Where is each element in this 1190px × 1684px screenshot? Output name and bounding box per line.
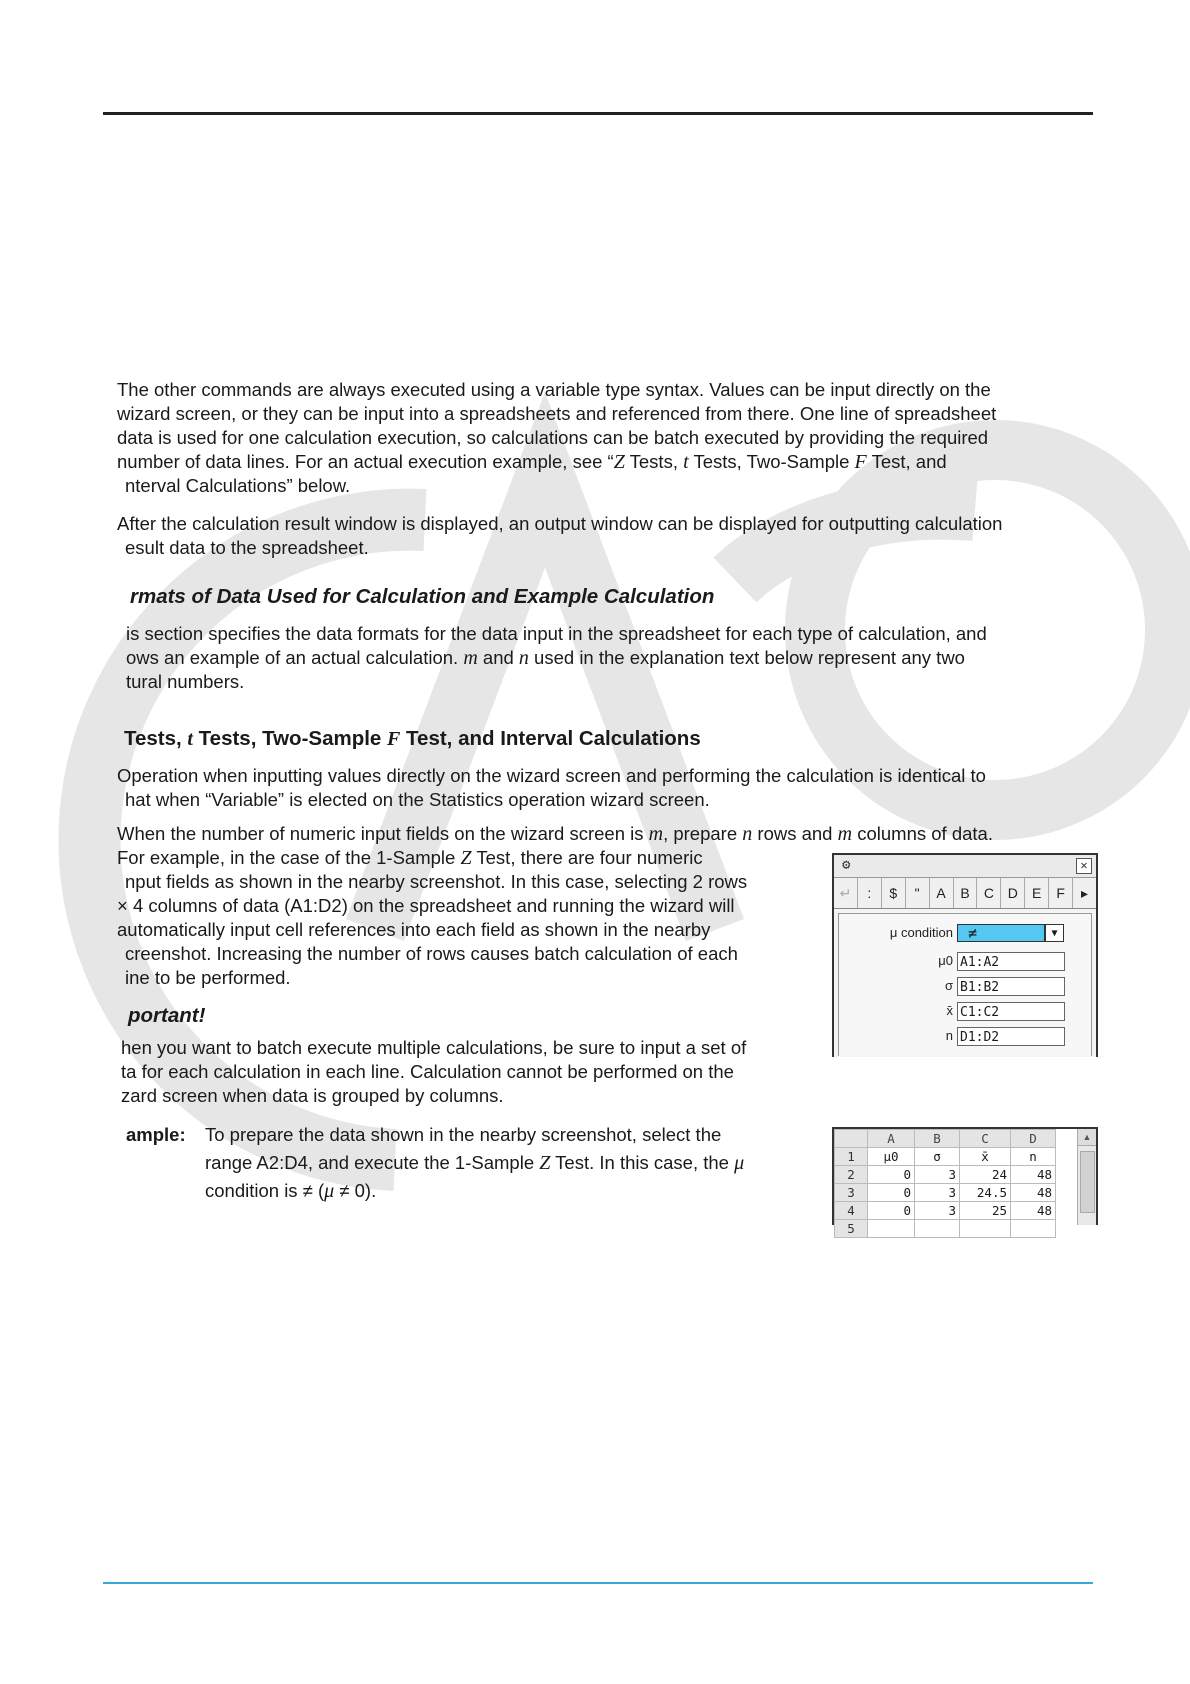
condition-select[interactable]: ≠ (957, 924, 1045, 942)
important-heading: portant! (128, 1004, 206, 1027)
intro-paragraph-1: The other commands are always executed using a variable type syntax. Values can be input directly on the wizard screen, or they can be input into a spreadsheets and referenced from there. One line of spreadsheet data is used for one calculation execution, so calculations can be batch executed by providing the required number of data lines. For an actual execution example, see “Z Tests, t Tests, Two-Sample F Test, and nterval Calculations” below. (117, 379, 997, 496)
cell[interactable]: 25 (960, 1202, 1011, 1220)
wizard-keypad (834, 878, 1096, 909)
footer-rule (103, 1582, 1093, 1584)
xbar-label: x̄ (946, 1003, 953, 1018)
table-row: 1 μ0 σ x̄ n (835, 1148, 1056, 1166)
cell[interactable]: x̄ (960, 1148, 1011, 1166)
cell[interactable]: σ (915, 1148, 960, 1166)
condition-label: μ condition (889, 925, 953, 940)
spreadsheet-grid (834, 1129, 1056, 1238)
section-intro: is section specifies the data formats for the data input in the spreadsheet for each type of calculation, and ows an example of an actual calculation. m and n used in the explanation text below represent any two tural numbers. (126, 623, 987, 692)
key-c[interactable]: C (977, 878, 1001, 908)
column-header[interactable]: A (868, 1130, 915, 1148)
cell[interactable] (868, 1220, 915, 1238)
table-row: 2 0 3 24 48 (835, 1166, 1056, 1184)
key-colon[interactable]: : (858, 878, 882, 908)
section-heading: rmats of Data Used for Calculation and Example Calculation (130, 585, 715, 608)
column-header-row (835, 1130, 1056, 1148)
cell[interactable]: 3 (915, 1166, 960, 1184)
important-text: hen you want to batch execute multiple calculations, be sure to input a set of ta for each calculation in each line. Calculation cannot be performed on the zard screen when data is grouped by columns. (121, 1037, 747, 1106)
cell[interactable]: 48 (1011, 1202, 1056, 1220)
key-d[interactable]: D (1001, 878, 1025, 908)
cell[interactable]: μ0 (868, 1148, 915, 1166)
close-icon[interactable]: ✕ (1076, 858, 1092, 874)
example-text: To prepare the data shown in the nearby screenshot, select the range A2:D4, and execute the 1-Sample Z Test. In this case, the μ condition is ≠ (μ ≠ 0). (205, 1124, 745, 1202)
cell[interactable]: 0 (868, 1202, 915, 1220)
cell[interactable]: 24.5 (960, 1184, 1011, 1202)
mu0-label: μ0 (938, 953, 953, 968)
wizard-titlebar (834, 855, 1096, 878)
header-rule (103, 112, 1093, 115)
column-header[interactable]: C (960, 1130, 1011, 1148)
n-field[interactable]: D1:D2 (957, 1027, 1065, 1046)
key-a[interactable]: A (930, 878, 954, 908)
example-paragraph: For example, in the case of the 1-Sample Z Test, there are four numeric nput fields as shown in the nearby screenshot. In this case, selecting 2 rows × 4 columns of data (A1:D2) on the spreadsheet and running the wizard will automatically input cell references into each field as shown in the nearby creenshot. Increasing the number of rows causes batch calculation of each ine to be performed. (117, 847, 748, 988)
table-row: 4 0 3 25 48 (835, 1202, 1056, 1220)
table-row: 3 0 3 24.5 48 (835, 1184, 1056, 1202)
sigma-label: σ (944, 978, 953, 993)
xbar-field[interactable]: C1:C2 (957, 1002, 1065, 1021)
example-label: ample: (126, 1124, 186, 1145)
chevron-down-icon[interactable]: ▼ (1045, 924, 1064, 942)
sigma-field[interactable]: B1:B2 (957, 977, 1065, 996)
column-header[interactable]: D (1011, 1130, 1056, 1148)
wizard-form (838, 913, 1092, 1056)
key-enter[interactable]: ↵ (834, 878, 858, 908)
spreadsheet-screenshot (832, 1127, 1098, 1236)
cell[interactable] (1011, 1220, 1056, 1238)
cell[interactable] (960, 1220, 1011, 1238)
key-quote[interactable]: " (906, 878, 930, 908)
vertical-scrollbar[interactable] (1077, 1129, 1096, 1225)
cell[interactable]: 48 (1011, 1184, 1056, 1202)
columns-paragraph: When the number of numeric input fields on the wizard screen is m, prepare n rows and m columns of data. (117, 823, 993, 845)
key-f[interactable]: F (1049, 878, 1073, 908)
cell[interactable]: 24 (960, 1166, 1011, 1184)
scroll-up-icon[interactable]: ▲ (1078, 1129, 1096, 1146)
wizard-screenshot (832, 853, 1098, 1057)
mu0-field[interactable]: A1:A2 (957, 952, 1065, 971)
key-e[interactable]: E (1025, 878, 1049, 908)
n-label: n (945, 1028, 953, 1043)
column-header[interactable]: B (915, 1130, 960, 1148)
scroll-thumb[interactable] (1080, 1151, 1095, 1213)
cell[interactable]: 3 (915, 1184, 960, 1202)
cell[interactable] (915, 1220, 960, 1238)
operation-paragraph: Operation when inputting values directly on the wizard screen and performing the calculation is identical to hat when “Variable” is elected on the Statistics operation wizard screen. (117, 765, 986, 810)
intro-paragraph-2: After the calculation result window is displayed, an output window can be displayed for outputting calculation esult data to the spreadsheet. (117, 513, 1003, 558)
cell[interactable]: 0 (868, 1166, 915, 1184)
cell[interactable]: 0 (868, 1184, 915, 1202)
subsection-heading: Tests, t Tests, Two-Sample F Test, and Interval Calculations (124, 727, 701, 750)
cell[interactable]: n (1011, 1148, 1056, 1166)
cell[interactable]: 3 (915, 1202, 960, 1220)
key-next[interactable]: ▸ (1081, 885, 1089, 901)
key-b[interactable]: B (954, 878, 978, 908)
cell[interactable]: 48 (1011, 1166, 1056, 1184)
key-dollar[interactable]: $ (882, 878, 906, 908)
gear-icon[interactable]: ⚙ (842, 857, 851, 873)
table-row: 5 (835, 1220, 1056, 1238)
